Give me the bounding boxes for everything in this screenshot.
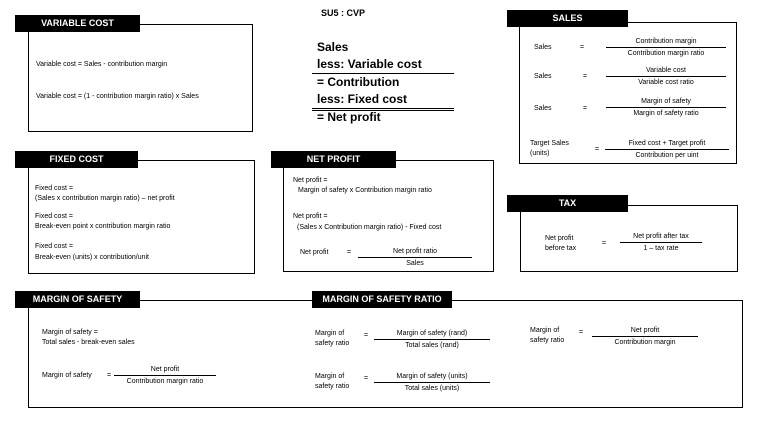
sales-formula-4-denominator: Contribution per uint <box>635 152 699 159</box>
cvp-divider <box>312 108 454 109</box>
cvp-line-less-variable-cost: less: Variable cost <box>317 57 422 71</box>
fixed-cost-formula-3-lhs: Fixed cost = <box>35 243 73 250</box>
cvp-line-net-profit: = Net profit <box>317 110 381 124</box>
tax-label-2: before tax <box>545 245 577 252</box>
sales-formula-1-equals: = <box>580 44 585 51</box>
mos-ratio-formula-1-label-2: safety ratio <box>315 340 350 347</box>
mos-ratio-formula-2-label-1: Margin of <box>315 373 345 380</box>
mos-ratio-formula-1-label-1: Margin of <box>315 330 345 337</box>
sales-formula-3-numerator: Margin of safety <box>606 97 726 108</box>
tax-header: TAX <box>507 195 628 212</box>
mos-ratio-formula-2-denominator: Total sales (units) <box>404 385 460 392</box>
margin-of-safety-ratio-header: MARGIN OF SAFETY RATIO <box>312 291 452 308</box>
mos-ratio-formula-1-equals: = <box>364 332 369 339</box>
margin-of-safety-formula-1-lhs: Margin of safety = <box>42 329 98 336</box>
mos-ratio-formula-3-fraction <box>592 326 698 347</box>
mos-ratio-formula-2-fraction <box>374 372 490 393</box>
cvp-line-sales: Sales <box>317 40 349 54</box>
sales-formula-1-fraction <box>606 37 726 58</box>
fixed-cost-formula-3-rhs: Break-even (units) x contribution/unit <box>35 254 149 261</box>
variable-cost-formula-1: Variable cost = Sales - contribution margin <box>36 61 168 68</box>
net-profit-formula-2-lhs: Net profit = <box>293 213 328 220</box>
mos-ratio-formula-2-equals: = <box>364 375 369 382</box>
mos-ratio-formula-3-label-2: safety ratio <box>530 337 565 344</box>
margin-of-safety-formula-2-fraction <box>114 365 216 386</box>
fixed-cost-formula-1-lhs: Fixed cost = <box>35 185 73 192</box>
tax-numerator: Net profit after tax <box>620 232 702 243</box>
margin-of-safety-formula-1-rhs: Total sales - break-even sales <box>42 339 135 346</box>
net-profit-formula-3-equals: = <box>347 249 352 256</box>
cvp-line-less-fixed-cost: less: Fixed cost <box>317 92 408 106</box>
sales-formula-1-label: Sales <box>534 44 552 51</box>
sales-formula-4-label-2: (units) <box>530 150 550 157</box>
fixed-cost-header: FIXED COST <box>15 151 138 168</box>
tax-denominator: 1 – tax rate <box>643 245 679 252</box>
net-profit-formula-3-label: Net profit <box>300 249 329 256</box>
mos-ratio-formula-3-equals: = <box>579 329 584 336</box>
mos-ratio-formula-3-denominator: Contribution margin <box>614 339 676 346</box>
sales-formula-3-fraction <box>606 97 726 118</box>
variable-cost-header: VARIABLE COST <box>15 15 140 32</box>
variable-cost-panel <box>28 24 253 132</box>
fixed-cost-formula-1-rhs: (Sales x contribution margin ratio) – net profit <box>35 195 175 202</box>
mos-ratio-formula-3-numerator: Net profit <box>592 326 698 337</box>
mos-ratio-formula-2-label-2: safety ratio <box>315 383 350 390</box>
sales-formula-4-label-1: Target Sales <box>530 140 569 147</box>
sales-formula-1-numerator: Contribution margin <box>606 37 726 48</box>
mos-ratio-formula-1-fraction <box>374 329 490 350</box>
sales-formula-2-label: Sales <box>534 73 552 80</box>
fixed-cost-formula-2-rhs: Break-even point x contribution margin ratio <box>35 223 171 230</box>
tax-label-1: Net profit <box>545 235 574 242</box>
tax-fraction <box>620 232 702 253</box>
mos-ratio-formula-1-numerator: Margin of safety (rand) <box>374 329 490 340</box>
net-profit-formula-1-lhs: Net profit = <box>293 177 328 184</box>
sales-formula-4-equals: = <box>595 146 600 153</box>
mos-ratio-formula-1-denominator: Total sales (rand) <box>405 342 459 349</box>
sales-formula-2-numerator: Variable cost <box>606 66 726 77</box>
margin-of-safety-formula-2-equals: = <box>107 372 112 379</box>
variable-cost-formula-2: Variable cost = (1 - contribution margin ratio) x Sales <box>36 93 199 100</box>
cvp-line-contribution: = Contribution <box>317 75 400 89</box>
page-title: SU5 : CVP <box>321 8 366 18</box>
net-profit-formula-1-rhs: Margin of safety x Contribution margin ratio <box>298 187 432 194</box>
net-profit-formula-3-denominator: Sales <box>406 260 424 267</box>
net-profit-formula-2-rhs: (Sales x Contribution margin ratio) - Fixed cost <box>297 224 442 231</box>
margin-of-safety-formula-2-label: Margin of safety <box>42 372 92 379</box>
mos-ratio-formula-3-label-1: Margin of <box>530 327 560 334</box>
sales-formula-3-label: Sales <box>534 105 552 112</box>
sales-header: SALES <box>507 10 628 27</box>
mos-ratio-formula-2-numerator: Margin of safety (units) <box>374 372 490 383</box>
net-profit-header: NET PROFIT <box>271 151 396 168</box>
sales-formula-4-numerator: Fixed cost + Target profit <box>605 139 729 150</box>
sales-formula-2-equals: = <box>583 73 588 80</box>
margin-of-safety-header: MARGIN OF SAFETY <box>15 291 140 308</box>
net-profit-formula-3-numerator: Net profit ratio <box>358 247 472 258</box>
sales-formula-3-equals: = <box>583 105 588 112</box>
sales-formula-2-denominator: Variable cost ratio <box>638 79 694 86</box>
margin-of-safety-formula-2-numerator: Net profit <box>114 365 216 376</box>
sales-formula-4-fraction <box>605 139 729 160</box>
tax-equals: = <box>602 240 607 247</box>
sales-formula-1-denominator: Contribution margin ratio <box>627 50 705 57</box>
sales-formula-3-denominator: Margin of safety ratio <box>633 110 699 117</box>
fixed-cost-formula-2-lhs: Fixed cost = <box>35 213 73 220</box>
sales-formula-2-fraction <box>606 66 726 87</box>
cvp-divider <box>312 73 454 74</box>
margin-of-safety-formula-2-denominator: Contribution margin ratio <box>126 378 204 385</box>
net-profit-formula-3-fraction <box>358 247 472 268</box>
